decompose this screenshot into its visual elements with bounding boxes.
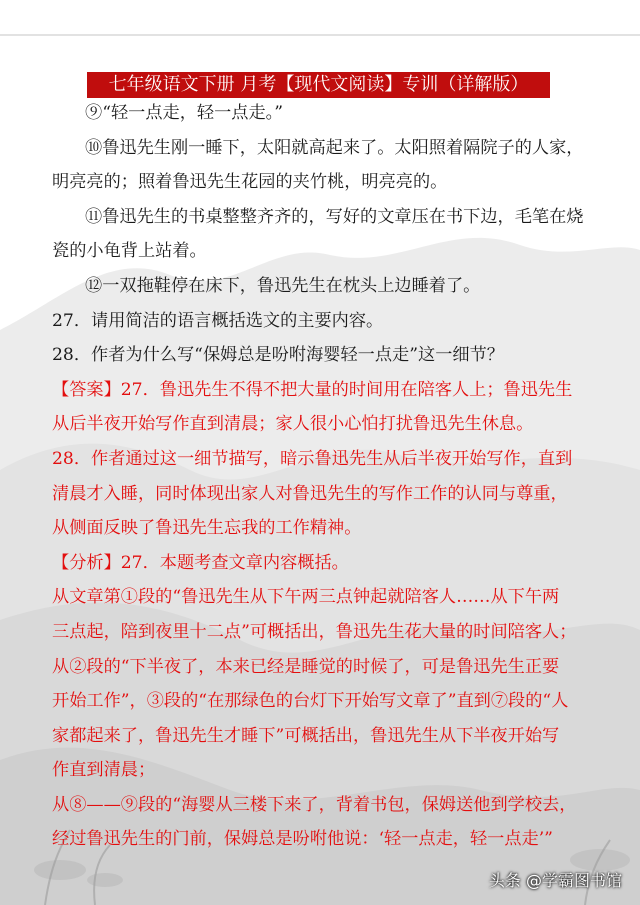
analysis-line: 开始工作”，③段的“在那绿色的台灯下开始写文章了”直到⑦段的“人 [52,691,569,712]
analysis-line: 三点起，陪到夜里十二点”可概括出，鲁迅先生花大量的时间陪客人； [52,621,577,642]
source-watermark: 头条 @学霸图书馆 [488,871,622,890]
passage-paragraph-11-line-1: ⑪鲁迅先生的书桌整整齐齐的，写好的文章压在书下边，毛笔在烧 [85,206,584,227]
analysis-line: 从②段的“下半夜了，本来已经是睡觉的时候了，可是鲁迅先生正要 [52,656,560,677]
analysis-line: 从⑧——⑨段的“海婴从三楼下来了，背着书包，保姆送他到学校去， [52,794,577,815]
question-27: 27．请用简洁的语言概括选文的主要内容。 [52,310,384,331]
analysis-line: 作直到清晨； [52,760,156,781]
question-28: 28．作者为什么写“保姆总是吩咐海婴轻一点走”这一细节？ [52,345,504,366]
answer-line: 从侧面反映了鲁迅先生忘我的工作精神。 [52,518,362,539]
analysis-line: 家都起来了，鲁迅先生才睡下”可概括出，鲁迅先生从下半夜开始写 [52,725,560,746]
analysis-line: 经过鲁迅先生的门前，保姆总是吩咐他说：‘轻一点走，轻一点走’” [52,829,553,850]
answer-line: 【答案】27．鲁迅先生不得不把大量的时间用在陪客人上；鲁迅先生 [52,379,573,400]
page-title-banner [87,72,550,98]
document-body [52,96,600,857]
answer-line: 28．作者通过这一细节描写，暗示鲁迅先生从后半夜开始写作，直到 [52,448,573,469]
passage-paragraph-10-line-2: 明亮亮的；照着鲁迅先生花园的夹竹桃，明亮亮的。 [52,172,448,193]
answer-line: 从后半夜开始写作直到清晨；家人很小心怕打扰鲁迅先生休息。 [52,414,534,435]
analysis-line: 【分析】27．本题考查文章内容概括。 [52,552,349,573]
analysis-line: 从文章第①段的“鲁迅先生从下午两三点钟起就陪客人……从下午两 [52,587,560,608]
passage-paragraph-11-line-2: 瓷的小龟背上站着。 [52,241,207,262]
passage-paragraph-12: ⑫一双拖鞋停在床下，鲁迅先生在枕头上边睡着了。 [85,275,481,296]
answer-line: 清晨才入睡，同时体现出家人对鲁迅先生的写作工作的认同与尊重， [52,483,568,504]
page-title: 七年级语文下册 月考【现代文阅读】专训（详解版） [108,74,529,95]
passage-paragraph-9: ⑨“轻一点走，轻一点走。” [85,103,284,123]
passage-paragraph-10-line-1: ⑩鲁迅先生刚一睡下，太阳就高起来了。太阳照着隔院子的人家， [85,137,584,158]
